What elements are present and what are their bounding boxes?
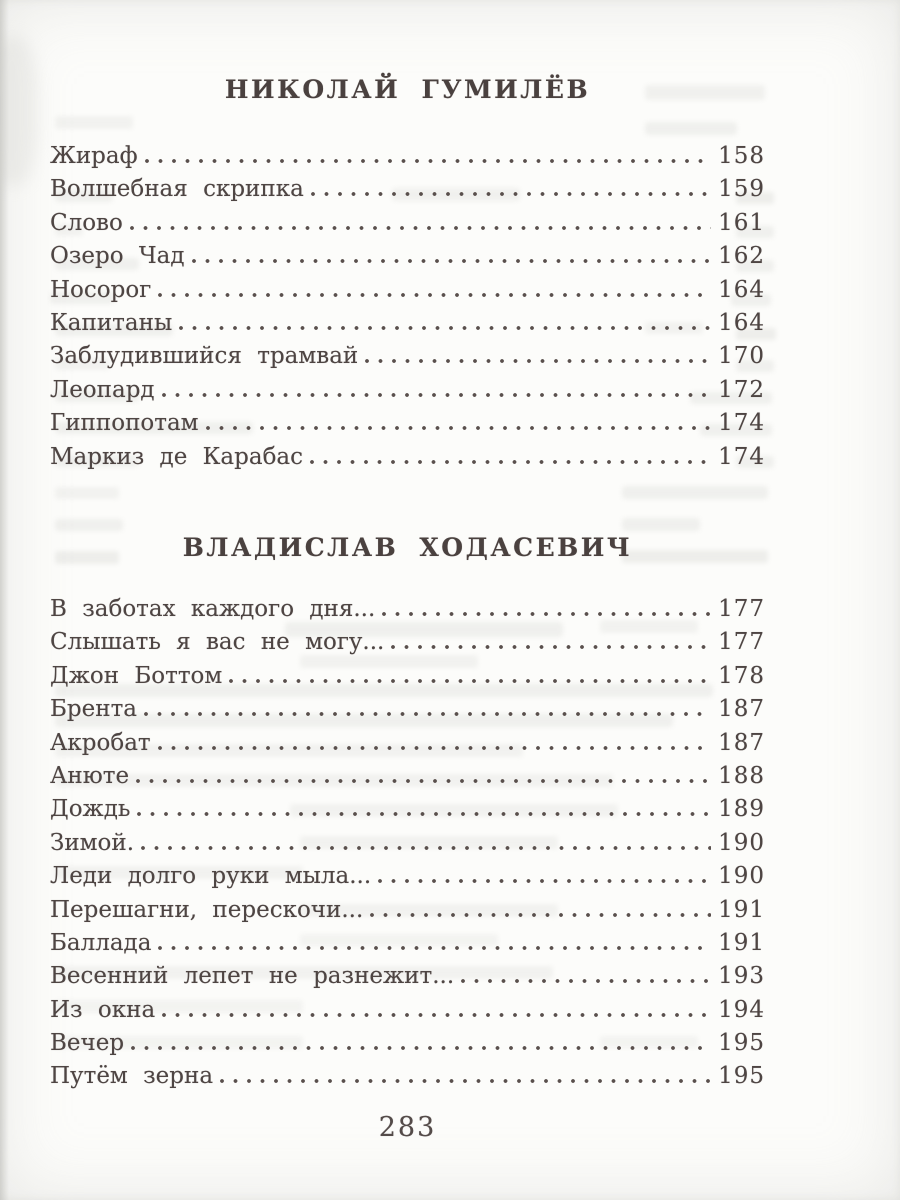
dot-leader: [461, 977, 711, 983]
toc-entry-row: [50, 729, 765, 756]
toc-entry-row: [50, 598, 765, 621]
toc-entry-title: Носорог: [50, 276, 152, 303]
section-title: НИКОЛАЙ ГУМИЛЁВ: [224, 75, 591, 104]
toc-entry-title: Жираф: [50, 143, 138, 169]
toc-entry-title: В заботах каждого дня...: [50, 596, 376, 622]
toc-entry-row: [50, 829, 765, 856]
toc-entry-page: 190: [718, 863, 765, 890]
dot-leader: [382, 610, 711, 616]
dot-leader: [144, 710, 711, 716]
toc-entry-page: 194: [718, 996, 765, 1023]
toc-entry-row: [50, 631, 765, 654]
toc-entry-page: 191: [718, 929, 765, 956]
toc-entry-title: Слышать я вас не могу...: [50, 629, 385, 656]
dot-leader: [378, 877, 711, 883]
dot-leader: [391, 643, 711, 649]
dot-leader: [131, 1044, 711, 1050]
toc-entry-page: 164: [718, 276, 765, 303]
toc-entry-row: [50, 443, 765, 470]
toc-entry-title: Вечер: [50, 1030, 125, 1057]
section-title: ВЛАДИСЛАВ ХОДАСЕВИЧ: [182, 533, 633, 562]
toc-entry-title: Путём зерна: [50, 1063, 214, 1090]
toc-entry-row: [50, 798, 765, 821]
toc-entry-page: 189: [718, 796, 765, 823]
toc-entry-title: Баллада: [50, 929, 152, 956]
scan-smudge: [0, 36, 38, 186]
dot-leader: [145, 157, 711, 163]
toc-entry-row: [50, 245, 765, 268]
toc-entry-row: [50, 309, 765, 336]
toc-entry-title: Капитаны: [50, 309, 173, 336]
toc-entry-title: Волшебная скрипка: [50, 176, 304, 203]
toc-entry-row: [50, 996, 765, 1023]
toc-entry-page: 174: [718, 443, 765, 470]
toc-entry-row: [50, 1065, 765, 1088]
dot-leader: [310, 458, 711, 464]
toc-entry-row: [50, 345, 765, 368]
toc-entry-page: 162: [718, 243, 765, 270]
dot-leader: [206, 424, 712, 430]
toc-entry-title: Гиппопотам: [50, 410, 199, 437]
dot-leader: [158, 744, 711, 750]
toc-entry-row: [50, 896, 765, 923]
dot-leader: [130, 224, 711, 230]
dot-leader: [220, 1077, 711, 1083]
toc-entry-page: 170: [718, 343, 765, 370]
toc-entry-page: 187: [718, 729, 765, 756]
toc-entry-page: 177: [718, 629, 765, 656]
toc-entry-page: 158: [718, 143, 765, 169]
toc-entry-title: Леопард: [50, 376, 155, 403]
toc-entry-row: [50, 178, 765, 201]
dot-leader: [370, 911, 711, 917]
toc-entry-page: 195: [718, 1030, 765, 1057]
toc-entry-title: Акробат: [50, 729, 151, 756]
dot-leader: [365, 357, 711, 363]
dot-leader: [136, 777, 711, 783]
table-of-contents: [50, 0, 765, 1200]
toc-entry-page: 164: [718, 309, 765, 336]
toc-entry-page: 195: [718, 1063, 765, 1090]
toc-entry-page: 159: [718, 176, 765, 203]
toc-entry-title: Заблудившийся трамвай: [50, 343, 359, 370]
toc-entry-title: Дождь: [50, 796, 131, 823]
toc-entry-row: [50, 276, 765, 303]
toc-entry-page: 178: [718, 662, 765, 689]
dot-leader: [137, 810, 711, 816]
toc-entry-row: [50, 965, 765, 988]
toc-entry-title: Слово: [50, 209, 123, 236]
dot-leader: [158, 944, 711, 950]
toc-entry-row: [50, 762, 765, 789]
toc-entry-row: [50, 412, 765, 435]
toc-entry-title: Зимой.: [50, 829, 135, 856]
toc-entry-row: [50, 376, 765, 403]
toc-entry-row: [50, 1032, 765, 1055]
toc-entry-title: Весенний лепет не разнежит...: [50, 963, 455, 990]
toc-entry-title: Перешагни, перескочи...: [50, 896, 364, 923]
toc-entry-page: 172: [718, 376, 765, 403]
section-entries: [50, 598, 765, 1099]
dot-leader: [229, 677, 711, 683]
dot-leader: [162, 391, 712, 397]
toc-entry-page: 177: [718, 596, 765, 622]
page-number: 283: [378, 1112, 437, 1143]
toc-entry-page: 188: [718, 762, 765, 789]
section-entries: [50, 145, 765, 479]
toc-entry-title: Анюте: [50, 762, 130, 789]
dot-leader: [158, 291, 711, 297]
toc-entry-page: 193: [718, 963, 765, 990]
toc-entry-page: 190: [718, 829, 765, 856]
dot-leader: [192, 257, 712, 263]
toc-entry-title: Леди долго руки мыла...: [50, 863, 372, 890]
dot-leader: [162, 1011, 711, 1017]
toc-entry-title: Джон Боттом: [50, 662, 223, 689]
toc-entry-row: [50, 865, 765, 888]
toc-entry-page: 191: [718, 896, 765, 923]
toc-entry-page: 187: [718, 696, 765, 723]
dot-leader: [179, 324, 711, 330]
toc-entry-row: [50, 209, 765, 236]
toc-entry-title: Озеро Чад: [50, 243, 185, 270]
toc-entry-title: Брента: [50, 696, 138, 723]
toc-entry-page: 174: [718, 410, 765, 437]
dot-leader: [311, 190, 711, 196]
toc-entry-title: Из окна: [50, 996, 156, 1023]
dot-leader: [141, 844, 711, 850]
toc-entry-row: [50, 929, 765, 956]
toc-entry-row: [50, 145, 765, 168]
toc-entry-row: [50, 662, 765, 689]
toc-entry-page: 161: [718, 209, 765, 236]
toc-entry-row: [50, 698, 765, 721]
toc-entry-title: Маркиз де Карабас: [50, 443, 304, 470]
